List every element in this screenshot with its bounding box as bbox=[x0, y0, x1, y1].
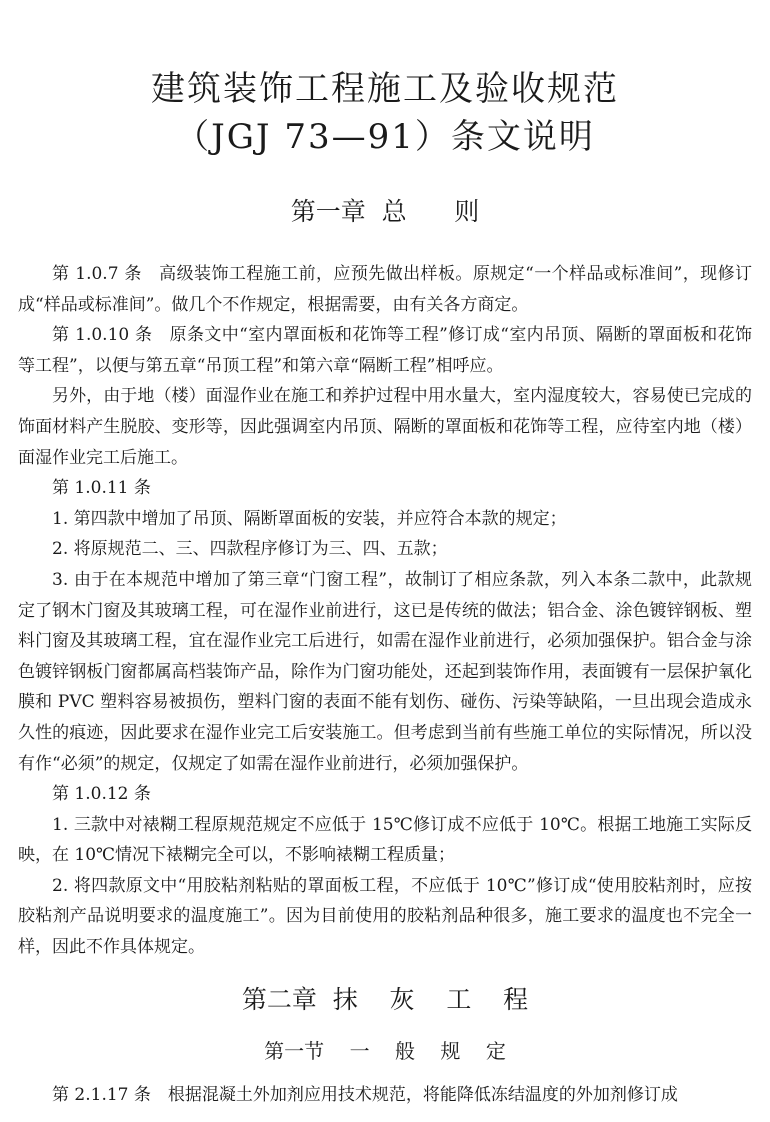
clause-1-0-11-item-3: 3. 由于在本规范中增加了第三章“门窗工程”，故制订了相应条款，列入本条二款中，此款规定了钢木门窗及其玻璃工程，可在湿作业前进行，这已是传统的做法；铝合金、涂色镀锌钢板、塑料门窗及其玻璃工程，宜在湿作业完工后进行，如需在湿作业前进行，必须加强保护。铝合金与涂色镀锌钢板门窗都属高档装饰产品，除作为门窗功能处，还起到装饰作用，表面镀有一层保护氧化膜和 PVC 塑料容易被损伤，塑料门窗的表面不能有划伤、碰伤、污染等缺陷，一旦出现会造成永久性的痕迹，因此要求在湿作业完工后安装施工。但考虑到当前有些施工单位的实际情况，所以没有作“必须”的规定，仅规定了如需在湿作业前进行，必须加强保护。 bbox=[18, 569, 752, 774]
clause-1-0-11-item-1: 1. 第四款中增加了吊顶、隔断罩面板的安装，并应符合本款的规定； bbox=[52, 508, 567, 529]
clause-1-0-12-item-1: 1. 三款中对裱糊工程原规范规定不应低于 15℃修订成不应低于 10℃。根据工地施工实际反映，在 10℃情况下裱糊完全可以，不影响裱糊工程质量； bbox=[18, 814, 752, 866]
document-title-line1: 建筑装饰工程施工及验收规范 bbox=[151, 69, 619, 109]
chapter1-body bbox=[18, 259, 752, 963]
chapter2-heading: 第二章 抹 灰 工 程 bbox=[241, 985, 529, 1014]
clause-1-0-11-item-2: 2. 将原规范二、三、四款程序修订为三、四、五款； bbox=[52, 539, 448, 560]
paragraph-1-0-10-extra: 另外，由于地（楼）面湿作业在施工和养护过程中用水量大，室内湿度较大，容易使已完成的饰面材料产生脱胶、变形等，因此强调室内吊顶、隔断的罩面板和花饰等工程，应待室内地（楼）面湿作业完工后施工。 bbox=[18, 386, 752, 468]
chapter1-heading: 第一章 总 则 bbox=[290, 197, 480, 226]
clause-1-0-12-heading: 第 1.0.12 条 bbox=[52, 784, 151, 805]
document-title-line2: （JGJ 73—91）条文说明 bbox=[175, 117, 595, 157]
clause-2-1-17: 第 2.1.17 条 根据混凝土外加剂应用技术规范，将能降低冻结温度的外加剂修订成 bbox=[52, 1085, 678, 1105]
paragraph-1-0-10: 第 1.0.10 条 原条文中“室内罩面板和花饰等工程”修订成“室内吊顶、隔断的罩面板和花饰等工程”，以便与第五章“吊顶工程”和第六章“隔断工程”相呼应。 bbox=[18, 325, 752, 376]
paragraph-1-0-7: 第 1.0.7 条 高级装饰工程施工前，应预先做出样板。原规定“一个样品或标准间”，现修订成“样品或标准间”。做几个不作规定，根据需要，由有关各方商定。 bbox=[18, 264, 752, 315]
clause-1-0-11-heading: 第 1.0.11 条 bbox=[52, 478, 151, 499]
chapter2-section-heading: 第一节 一 般 规 定 bbox=[264, 1039, 506, 1063]
clause-1-0-12-item-2: 2. 将四款原文中“用胶粘剂粘贴的罩面板工程，不应低于 10℃”修订成“使用胶粘剂时，应按胶粘剂产品说明要求的温度施工”。因为目前使用的胶粘剂品种很多，施工要求的温度也不完全一样，因此不作具体规定。 bbox=[18, 875, 752, 958]
